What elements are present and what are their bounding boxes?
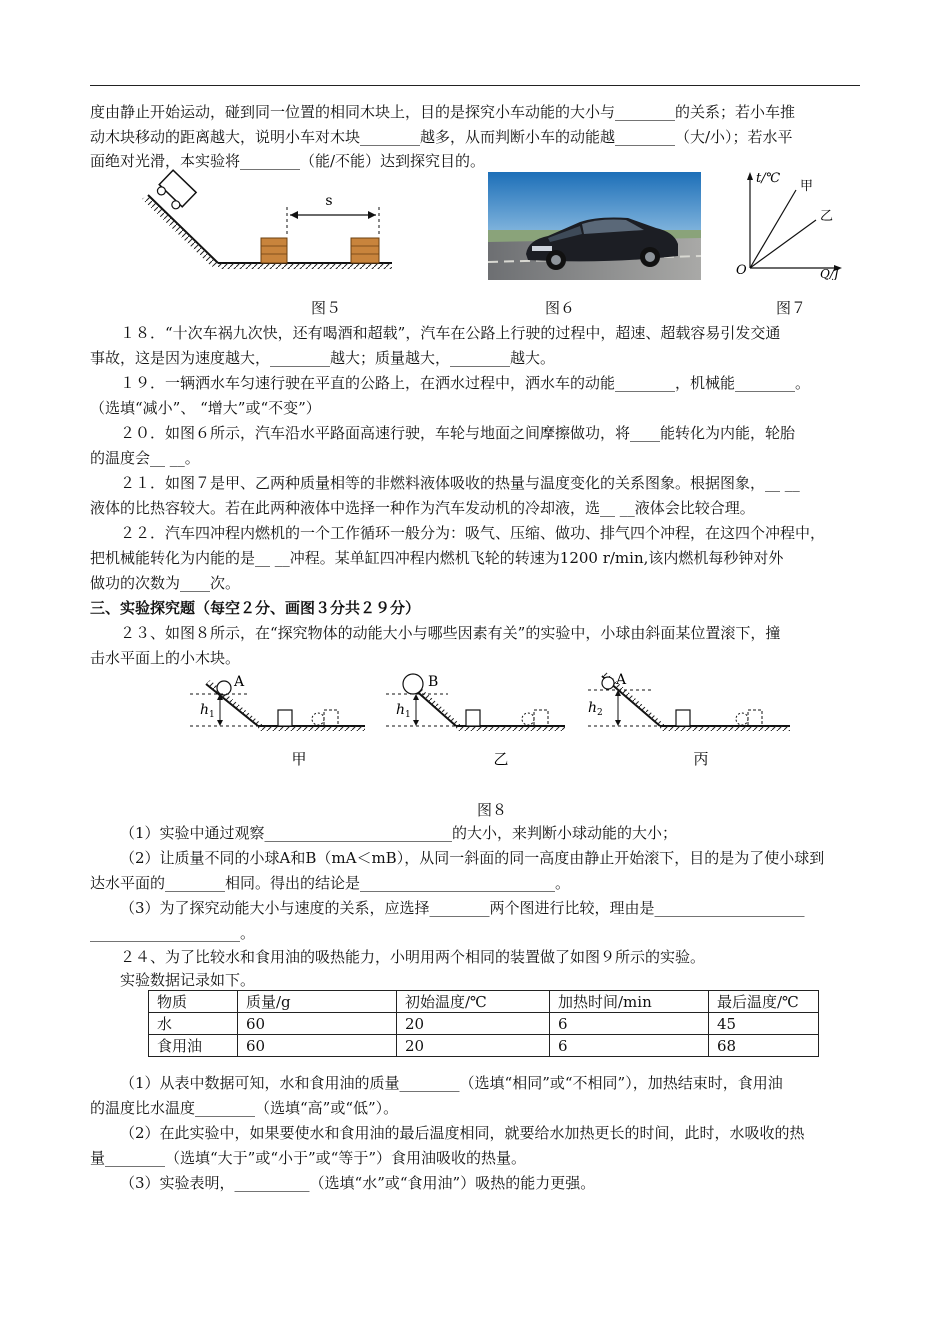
table-header: 初始温度/℃ xyxy=(397,991,550,1013)
text-line: 的温度比水温度________（选填“高”或“低”）。 xyxy=(90,1099,399,1117)
series-line-jia xyxy=(750,190,796,268)
header-rule xyxy=(90,85,860,86)
figure-7-caption: 图７ xyxy=(775,299,806,317)
question-24-2: （2）在此实验中，如果要使水和食用油的最后温度相同，就要给水加热更长的时间，此时，水吸收的热 xyxy=(120,1124,805,1142)
text-line: 击水平面上的小木块。 xyxy=(90,649,241,667)
text-line: 面绝对光滑，本实验将________（能/不能）达到探究目的。 xyxy=(90,152,486,170)
text-line: 度由静止开始运动，碰到同一位置的相同木块上，目的是探究小车动能的大小与________的关系；若小车推 xyxy=(90,103,796,121)
series-label-jia: 甲 xyxy=(800,179,814,194)
text-line: 做功的次数为____次。 xyxy=(90,574,241,592)
table-cell: 6 xyxy=(550,1035,709,1057)
question-21: ２１．如图７是甲、乙两种质量相等的非燃料液体吸收的热量与温度变化的关系图象。根据图象，__ __ xyxy=(120,474,800,492)
text-line: （选填“减小”、 “增大”或“不变”） xyxy=(90,399,321,417)
table-cell: 60 xyxy=(238,1035,397,1057)
table-cell: 食用油 xyxy=(149,1035,238,1057)
table-header: 物质 xyxy=(149,991,238,1013)
text-line: 量________（选填“大于”或“小于”或“等于”）食用油吸收的热量。 xyxy=(90,1149,527,1167)
table-row xyxy=(149,1013,819,1035)
figure-5-caption: 图５ xyxy=(310,299,341,317)
question-23-1: （1）实验中通过观察_________________________的大小，来判断小球动能的大小； xyxy=(120,824,678,842)
table-header: 最后温度/℃ xyxy=(709,991,819,1013)
figure-8-panel-yi xyxy=(386,674,565,731)
height-subscript: 1 xyxy=(405,710,411,720)
question-22: ２２．汽车四冲程内燃机的一个工作循环一般分为：吸气、压缩、做功、排气四个冲程，在这四个冲程中， xyxy=(120,524,826,542)
text-line: 液体的比热容较大。若在此两种液体中选择一种作为汽车发动机的冷却液，选__ __液体会比较合理。 xyxy=(90,499,755,517)
height-label: h xyxy=(396,702,406,718)
question-18: １８．“十次车祸九次快，还有喝酒和超载”，汽车在公路上行驶的过程中，超速、超载容易引发交通 xyxy=(120,324,781,342)
height-label: h xyxy=(588,700,598,716)
question-23: ２３、如图８所示，在“探究物体的动能大小与哪些因素有关”的实验中，小球由斜面某位置滚下，撞 xyxy=(120,624,781,642)
distance-label: s xyxy=(325,193,333,209)
question-20: ２０．如图６所示，汽车沿水平路面高速行驶，车轮与地面之间摩擦做功，将____能转化为内能，轮胎 xyxy=(120,424,796,442)
text-line: ____________________。 xyxy=(90,924,256,942)
figure-8-panel-jia xyxy=(190,674,365,731)
table-header: 加热时间/min xyxy=(550,991,709,1013)
figure-8-caption: 图８ xyxy=(476,801,507,819)
ball-label: A xyxy=(234,674,245,690)
figure-8-panel-bing xyxy=(588,672,790,731)
text-line: 把机械能转化为内能的是__ __冲程。某单缸四冲程内燃机飞轮的转速为1200 r/min,该内燃机每秒钟对外 xyxy=(90,549,784,567)
origin-label: O xyxy=(736,263,747,278)
figure-6-caption: 图６ xyxy=(544,299,575,317)
question-24-3: （3）实验表明，__________（选填“水”或“食用油”）吸热的能力更强。 xyxy=(120,1174,596,1192)
panel-label: 丙 xyxy=(693,750,709,768)
ball-label: A xyxy=(616,672,627,688)
text-line: 实验数据记录如下。 xyxy=(120,971,256,989)
table-cell: 68 xyxy=(709,1035,819,1057)
data-table xyxy=(148,990,819,1057)
question-24: ２４、为了比较水和食用油的吸热能力，小明用两个相同的装置做了如图９所示的实验。 xyxy=(120,948,706,966)
y-axis-label: t/℃ xyxy=(756,171,781,186)
table-row xyxy=(149,1035,819,1057)
table-cell: 20 xyxy=(397,1035,550,1057)
question-23-3: （3）为了探究动能大小与速度的关系，应选择________两个图进行比较，理由是____________________ xyxy=(120,899,805,917)
height-subscript: 1 xyxy=(209,710,215,720)
table-header: 质量/g xyxy=(238,991,397,1013)
section-3-heading: 三、实验探究题（每空２分、画图３分共２９分） xyxy=(90,599,421,617)
text-line: 达水平面的________相同。得出的结论是__________________________。 xyxy=(90,874,571,892)
table-cell: 水 xyxy=(149,1013,238,1035)
table-cell: 60 xyxy=(238,1013,397,1035)
figure-6-car-photo xyxy=(488,172,701,280)
text-line: 事故，这是因为速度越大，________越大；质量越大，________越大。 xyxy=(90,349,556,367)
height-subscript: 2 xyxy=(597,708,603,718)
table-header-row xyxy=(149,991,819,1013)
question-23-2: （2）让质量不同的小球A和B（mA＜mB），从同一斜面的同一高度由静止开始滚下，目的是为了使小球到 xyxy=(120,849,825,867)
table-cell: 20 xyxy=(397,1013,550,1035)
figure-8-diagram xyxy=(190,670,800,770)
panel-label: 乙 xyxy=(493,750,509,768)
height-label: h xyxy=(200,702,210,718)
table-cell: 45 xyxy=(709,1013,819,1035)
text-line: 的温度会__ __。 xyxy=(90,449,200,467)
question-24-1: （1）从表中数据可知，水和食用油的质量________（选填“相同”或“不相同”），加热结束时，食用油 xyxy=(120,1074,783,1092)
panel-label: 甲 xyxy=(291,750,307,768)
figure-5-diagram xyxy=(140,165,400,275)
text-line: 动木块移动的距离越大，说明小车对木块________越多，从而判断小车的动能越________（大/小）；若水平 xyxy=(90,128,793,146)
figure-7-graph xyxy=(728,168,858,280)
x-axis-label: Q/J xyxy=(820,267,839,280)
question-19: １９．一辆洒水车匀速行驶在平直的公路上，在洒水过程中，洒水车的动能________，机械能________。 xyxy=(120,374,811,392)
table-cell: 6 xyxy=(550,1013,709,1035)
series-label-yi: 乙 xyxy=(820,209,834,224)
series-line-yi xyxy=(750,220,816,268)
ball-label: B xyxy=(428,674,439,690)
